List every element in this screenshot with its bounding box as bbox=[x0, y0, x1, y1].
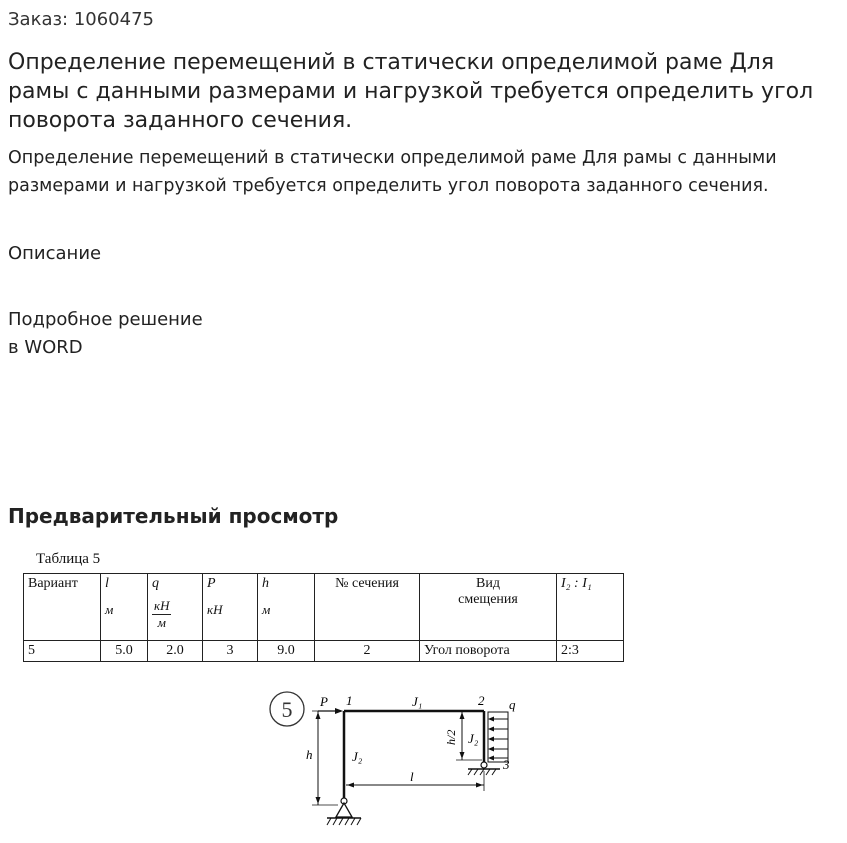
cell-variant: 5 bbox=[24, 641, 101, 662]
task-description: Определение перемещений в статически определимой раме Для рамы с данными размерами и нагрузкой требуется определить угол поворота заданного сечения. bbox=[8, 148, 777, 196]
header-l-symbol: l bbox=[105, 576, 109, 591]
header-q-unit-den: м bbox=[157, 615, 166, 630]
cell-section: 2 bbox=[315, 641, 420, 662]
order-number: Заказ: 1060475 bbox=[8, 9, 154, 30]
cell-kind: Угол поворота bbox=[420, 641, 557, 662]
header-ratio: I₂ : I₁ bbox=[557, 574, 624, 641]
header-variant: Вариант bbox=[24, 574, 101, 641]
dimension-l-label: l bbox=[410, 769, 414, 784]
solution-line-2: в WORD bbox=[8, 337, 83, 358]
preview-scan bbox=[0, 545, 847, 843]
page-title: Определение перемещений в статически определимой раме Для рамы с данными размерами и нагрузкой требуется определить угол поворота заданного сечения. bbox=[8, 50, 814, 133]
solution-line-1: Подробное решение bbox=[8, 309, 203, 330]
stiffness-j1-label: J₁ bbox=[412, 694, 423, 709]
dimension-h-half-label: h/2 bbox=[444, 729, 458, 745]
pinned-support bbox=[327, 798, 361, 825]
force-p-label: P bbox=[320, 694, 328, 709]
header-p-unit: кН bbox=[207, 602, 223, 617]
cell-l: 5.0 bbox=[101, 641, 148, 662]
header-kind-line-1: Вид bbox=[476, 576, 500, 591]
stiffness-j2-right-label: J₂ bbox=[468, 731, 479, 746]
distributed-load-q bbox=[488, 712, 508, 762]
description-heading: Описание bbox=[8, 243, 102, 264]
cell-h: 9.0 bbox=[258, 641, 315, 662]
node-1-label: 1 bbox=[346, 693, 353, 708]
header-section: № сечения bbox=[315, 574, 420, 641]
solution-note bbox=[8, 306, 203, 362]
header-h-unit: м bbox=[262, 602, 271, 617]
header-q-symbol: q bbox=[152, 576, 159, 591]
cell-q: 2.0 bbox=[148, 641, 203, 662]
dimension-h bbox=[312, 711, 338, 805]
stiffness-j2-column-label: J₂ bbox=[352, 749, 363, 764]
scheme-number: 5 bbox=[281, 697, 293, 722]
header-l-unit: м bbox=[105, 602, 114, 617]
dimension-h-label: h bbox=[306, 747, 313, 762]
header-kind-line-2: смещения bbox=[458, 592, 518, 607]
header-p-symbol: P bbox=[207, 576, 216, 591]
node-2-label: 2 bbox=[478, 693, 485, 708]
cell-ratio: 2:3 bbox=[557, 641, 624, 662]
node-3-label: 3 bbox=[503, 757, 510, 772]
dimension-l bbox=[346, 771, 484, 791]
header-q-unit-num: кН bbox=[154, 598, 170, 613]
table-caption: Таблица 5 bbox=[36, 551, 101, 567]
header-h-symbol: h bbox=[262, 576, 269, 591]
cell-p: 3 bbox=[203, 641, 258, 662]
preview-heading: Предварительный просмотр bbox=[8, 504, 339, 528]
load-q-label: q bbox=[509, 697, 516, 712]
frame-diagram bbox=[0, 545, 847, 843]
